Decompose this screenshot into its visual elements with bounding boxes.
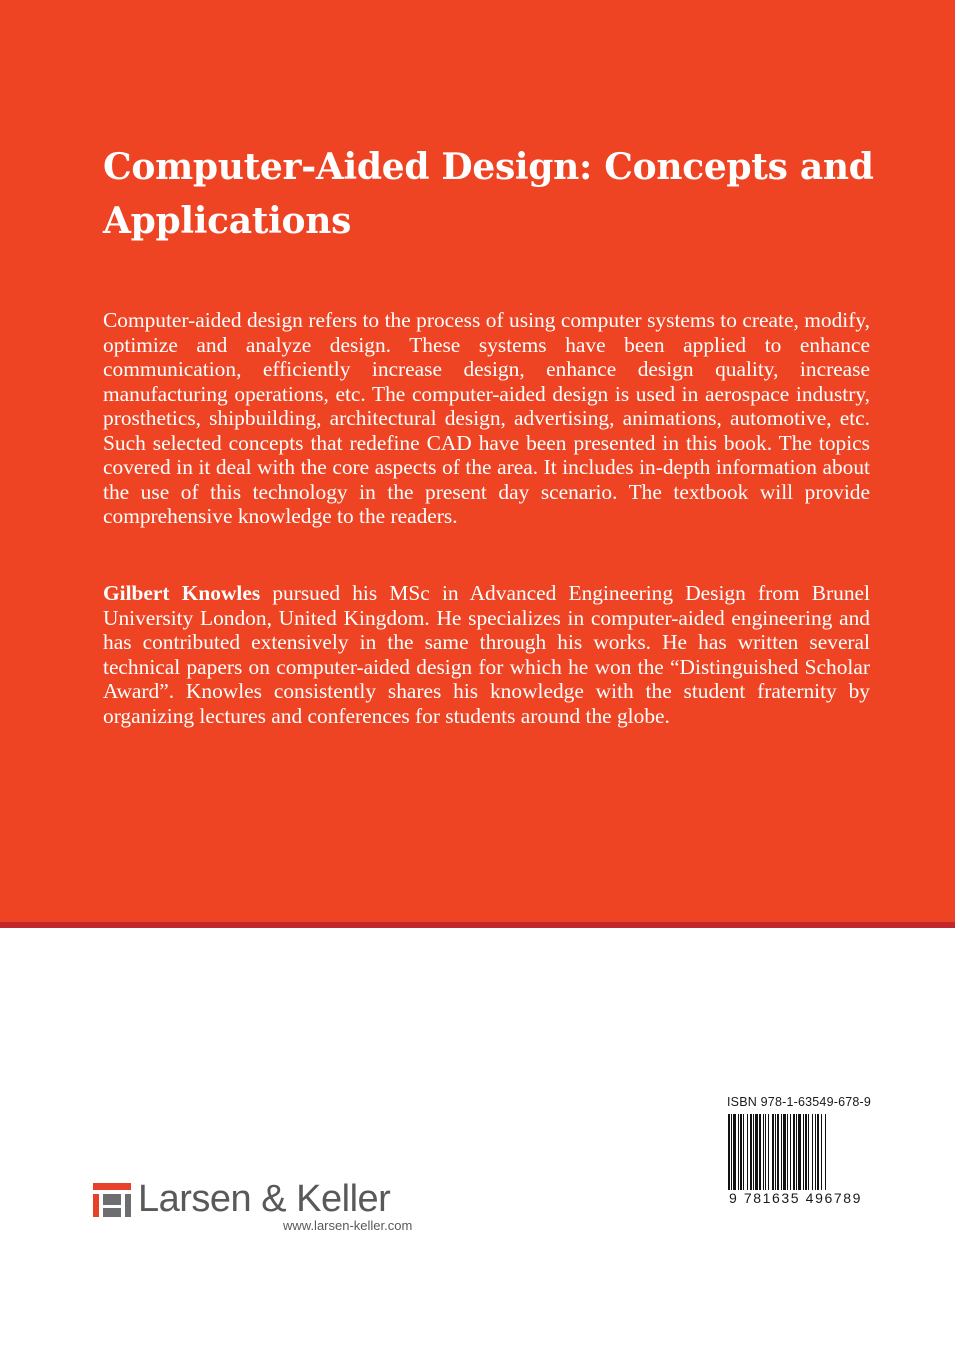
book-description: Computer-aided design refers to the process of using computer systems to create, modify, optimize and analyze design. These systems have been applied to enhance communication, efficiently increase design, enhance design quality, increase manufacturing operations, etc. The computer-aided design is used in aerospace industry, prosthetics, shipbuilding, architectural design, advertising, animations, automotive, etc. Such selected concepts that redefine CAD have been presented in this book. The topics covered in it deal with the core aspects of the area. It includes in-depth information about the use of this technology in the present day scenario. The textbook will provide comprehensive knowledge to the readers. <box>103 308 870 528</box>
author-name: Gilbert Knowles <box>103 581 261 605</box>
publisher-logo-block <box>93 1180 438 1236</box>
isbn-label: ISBN 978-1-63549-678-9 <box>727 1095 872 1109</box>
isbn-barcode-block <box>727 1094 872 1206</box>
book-title: Computer-Aided Design: Concepts and Applications <box>103 146 874 242</box>
author-bio <box>103 581 870 728</box>
publisher-url: www.larsen-keller.com <box>283 1218 413 1233</box>
publisher-name: Larsen & Keller <box>138 1178 391 1220</box>
barcode-digits: 9 781635 496789 <box>729 1190 862 1206</box>
author-bio-text: pursued his MSc in Advanced Engineering Design from Brunel University London, United Kingdom. He specializes in computer-aided engineering and has contributed extensively in the same through his works. He has written several technical papers on computer-aided design for which he won the “Distinguished Scholar Award”. Knowles consistently shares his knowledge with the student fraternity by organizing lectures and conferences for students around the globe. <box>103 581 870 728</box>
cover-divider-rule <box>0 922 955 928</box>
barcode-icon <box>727 1114 864 1190</box>
publisher-logo-icon <box>93 1183 131 1217</box>
